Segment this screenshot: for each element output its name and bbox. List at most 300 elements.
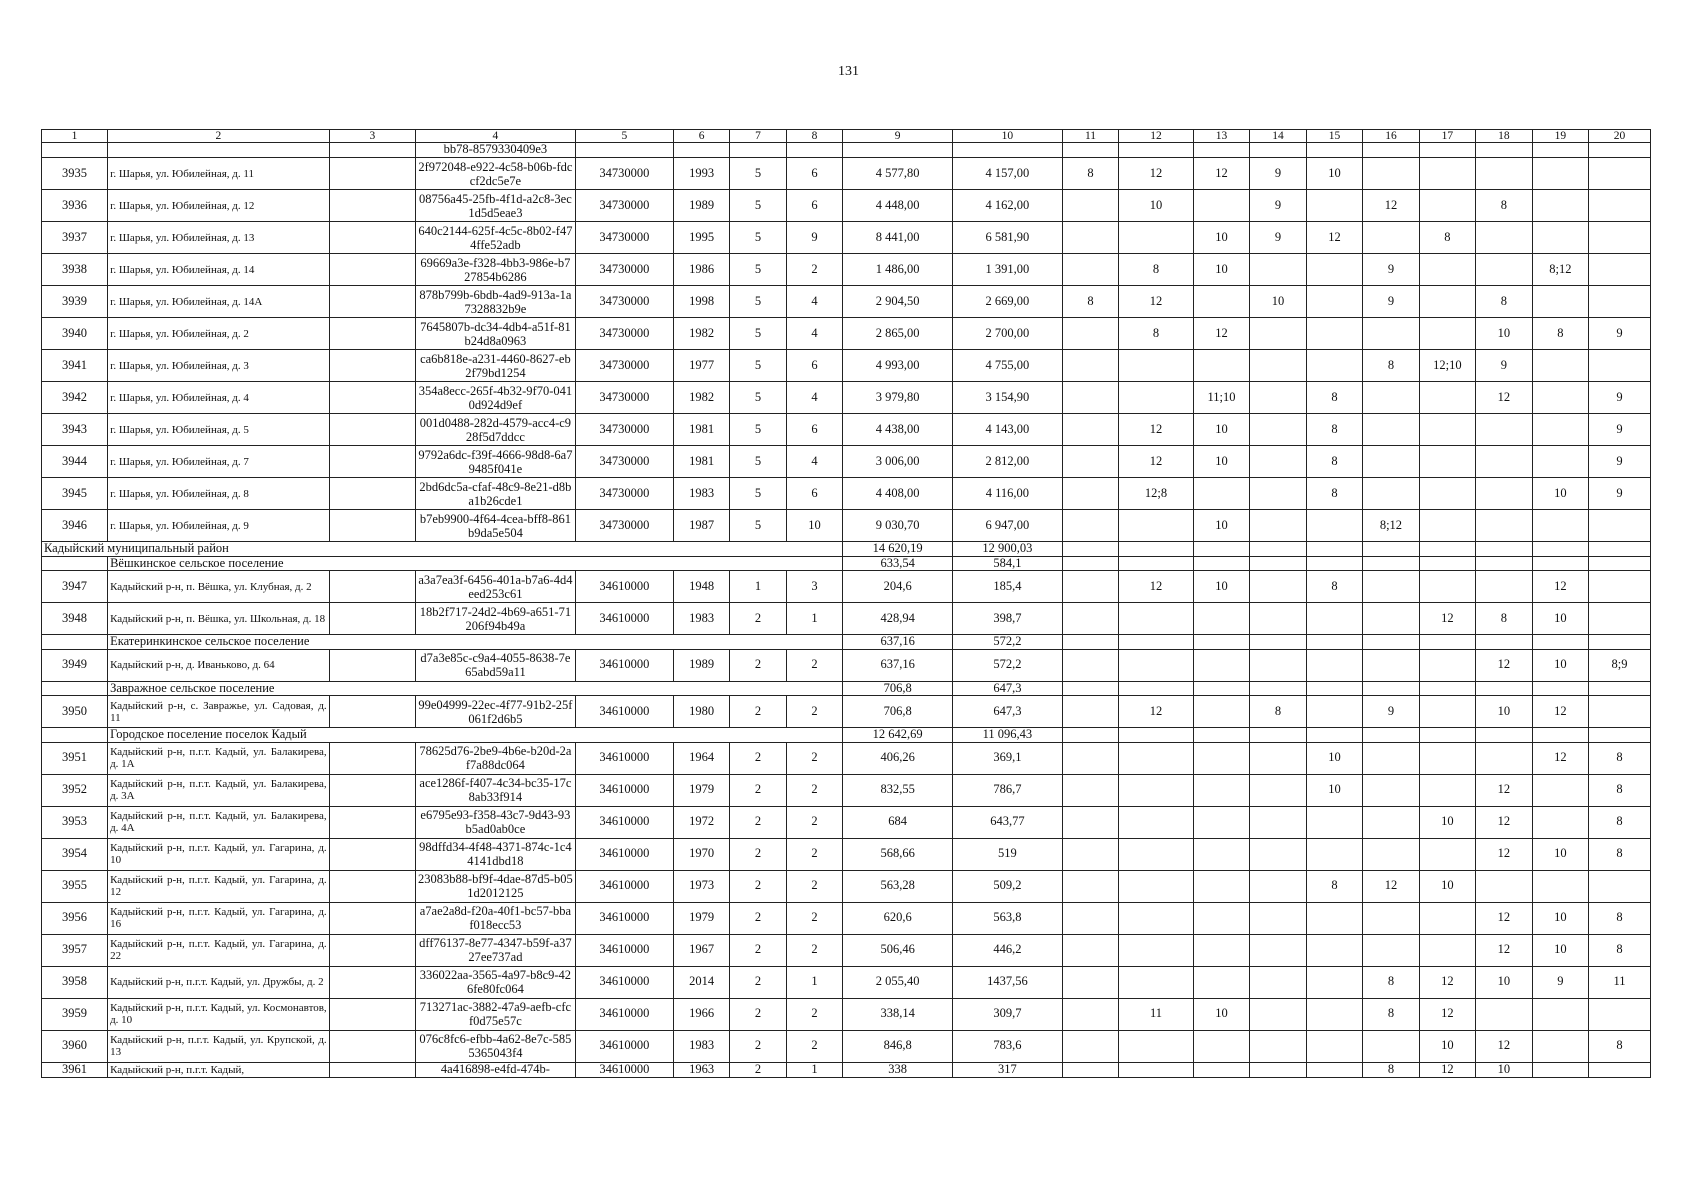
- floors-cell: 5: [730, 350, 786, 382]
- col-19-cell: [1532, 222, 1588, 254]
- column-3-cell: [329, 158, 415, 190]
- col-20-cell: [1589, 350, 1651, 382]
- col-20-cell: [1589, 158, 1651, 190]
- col-11-cell: [1062, 350, 1118, 382]
- col-16-cell: 9: [1363, 696, 1419, 728]
- col-12-cell: [1119, 1030, 1194, 1062]
- table-row: [42, 446, 1651, 478]
- table-row: [42, 350, 1651, 382]
- living-area-cell: 4 755,00: [953, 350, 1063, 382]
- address-cell: Кадыйский р-н, п. Вёшка, ул. Школьная, д. 18: [108, 603, 330, 635]
- col-18-cell: [1476, 446, 1532, 478]
- col-14-cell: [1250, 774, 1306, 806]
- oktmo-cell: 34610000: [575, 1062, 673, 1077]
- address-cell: г. Шарья, ул. Юбилейная, д. 4: [108, 382, 330, 414]
- oktmo-cell: 34730000: [575, 510, 673, 542]
- table-row: [42, 478, 1651, 510]
- col-18-cell: 12: [1476, 806, 1532, 838]
- col-16-cell: [1363, 649, 1419, 681]
- guid-cell: 4a416898-e4fd-474b-: [415, 1062, 575, 1077]
- guid-cell: 640c2144-625f-4c5c-8b02-f474ffe52adb: [415, 222, 575, 254]
- entrances-cell: 2: [786, 838, 842, 870]
- entrances-cell: 6: [786, 478, 842, 510]
- floors-cell: 5: [730, 318, 786, 350]
- table-row: [42, 870, 1651, 902]
- floors-cell: 2: [730, 966, 786, 998]
- col-18-cell: 10: [1476, 966, 1532, 998]
- floors-cell: 2: [730, 1030, 786, 1062]
- address-cell: г. Шарья, ул. Юбилейная, д. 14А: [108, 286, 330, 318]
- entrances-cell: 6: [786, 158, 842, 190]
- col-17-cell: [1419, 414, 1475, 446]
- table-row: [42, 1062, 1651, 1077]
- col-19-cell: [1532, 382, 1588, 414]
- col-13-cell: 10: [1193, 254, 1249, 286]
- guid-cell: 99e04999-22ec-4f77-91b2-25f061f2d6b5: [415, 696, 575, 728]
- floors-cell: 5: [730, 190, 786, 222]
- column-3-cell: [329, 806, 415, 838]
- col-13-cell: 10: [1193, 446, 1249, 478]
- living-area-cell: 1437,56: [953, 966, 1063, 998]
- group-living-area: 647,3: [953, 681, 1063, 696]
- col-11-cell: [1062, 414, 1118, 446]
- col-11-cell: [1062, 603, 1118, 635]
- row-number: 3954: [42, 838, 108, 870]
- guid-cell: b7eb9900-4f64-4cea-bff8-861b9da5e504: [415, 510, 575, 542]
- table-row: [42, 806, 1651, 838]
- entrances-cell: 10: [786, 510, 842, 542]
- oktmo-cell: 34610000: [575, 998, 673, 1030]
- floors-cell: 2: [730, 806, 786, 838]
- living-area-cell: 2 669,00: [953, 286, 1063, 318]
- entrances-cell: 9: [786, 222, 842, 254]
- oktmo-cell: 34610000: [575, 603, 673, 635]
- column-3-cell: [329, 1030, 415, 1062]
- col-12-cell: [1119, 838, 1194, 870]
- col-12-cell: 12: [1119, 446, 1194, 478]
- group-living-area: 584,1: [953, 556, 1063, 571]
- col-11-cell: [1062, 838, 1118, 870]
- col-18-cell: 12: [1476, 649, 1532, 681]
- settlement-total-row: [42, 728, 1651, 743]
- col-16-cell: [1363, 934, 1419, 966]
- living-area-cell: 643,77: [953, 806, 1063, 838]
- floors-cell: 5: [730, 158, 786, 190]
- col-14-cell: [1250, 382, 1306, 414]
- guid-cell: 076c8fc6-efbb-4a62-8e7c-5855365043f4: [415, 1030, 575, 1062]
- table-row: [42, 286, 1651, 318]
- col-12-cell: [1119, 1062, 1194, 1077]
- col-12-cell: [1119, 222, 1194, 254]
- row-number: 3942: [42, 382, 108, 414]
- year-cell: 1981: [673, 414, 729, 446]
- col-18-cell: 8: [1476, 190, 1532, 222]
- col-14-cell: [1250, 838, 1306, 870]
- living-area-cell: 317: [953, 1062, 1063, 1077]
- group-total-area: 12 642,69: [843, 728, 953, 743]
- column-3-cell: [329, 1062, 415, 1077]
- col-19-cell: [1532, 998, 1588, 1030]
- col-16-cell: 8: [1363, 350, 1419, 382]
- col-14-cell: [1250, 603, 1306, 635]
- col-20-cell: 8: [1589, 1030, 1651, 1062]
- col-20-cell: 8: [1589, 742, 1651, 774]
- col-20-cell: [1589, 603, 1651, 635]
- col-19-cell: [1532, 1030, 1588, 1062]
- col-18-cell: [1476, 414, 1532, 446]
- col-19-cell: [1532, 510, 1588, 542]
- oktmo-cell: 34610000: [575, 934, 673, 966]
- oktmo-cell: 34730000: [575, 286, 673, 318]
- year-cell: 1980: [673, 696, 729, 728]
- guid-cell: 878b799b-6bdb-4ad9-913a-1a7328832b9e: [415, 286, 575, 318]
- column-3-cell: [329, 838, 415, 870]
- address-cell: г. Шарья, ул. Юбилейная, д. 8: [108, 478, 330, 510]
- total-area-cell: 4 408,00: [843, 478, 953, 510]
- col-16-cell: 8: [1363, 1062, 1419, 1077]
- col-11-cell: [1062, 1062, 1118, 1077]
- column-3-cell: [329, 510, 415, 542]
- floors-cell: 2: [730, 870, 786, 902]
- guid-cell: 9792a6dc-f39f-4666-98d8-6a79485f041e: [415, 446, 575, 478]
- address-cell: Кадыйский р-н, п. Вёшка, ул. Клубная, д. 2: [108, 571, 330, 603]
- column-number-header: 9: [843, 130, 953, 143]
- col-20-cell: [1589, 696, 1651, 728]
- living-area-cell: 398,7: [953, 603, 1063, 635]
- guid-cell: d7a3e85c-c9a4-4055-8638-7e65abd59a11: [415, 649, 575, 681]
- table-row: [42, 934, 1651, 966]
- year-cell: 2014: [673, 966, 729, 998]
- address-cell: Кадыйский р-н, п.г.т. Кадый, ул. Балакирева, д. 3А: [108, 774, 330, 806]
- living-area-cell: 572,2: [953, 649, 1063, 681]
- floors-cell: 2: [730, 742, 786, 774]
- col-14-cell: 9: [1250, 158, 1306, 190]
- group-total-area: 14 620,19: [843, 542, 953, 557]
- entrances-cell: 2: [786, 902, 842, 934]
- col-11-cell: [1062, 934, 1118, 966]
- col-17-cell: [1419, 254, 1475, 286]
- col-19-cell: [1532, 158, 1588, 190]
- col-14-cell: [1250, 742, 1306, 774]
- table-row: [42, 318, 1651, 350]
- year-cell: 1986: [673, 254, 729, 286]
- col-13-cell: [1193, 838, 1249, 870]
- row-number: 3943: [42, 414, 108, 446]
- living-area-cell: 185,4: [953, 571, 1063, 603]
- group-name: Кадыйский муниципальный район: [42, 542, 843, 557]
- address-cell: г. Шарья, ул. Юбилейная, д. 3: [108, 350, 330, 382]
- column-number-header: 12: [1119, 130, 1194, 143]
- col-18-cell: 9: [1476, 350, 1532, 382]
- col-11-cell: [1062, 382, 1118, 414]
- address-cell: Кадыйский р-н, д. Иваньково, д. 64: [108, 649, 330, 681]
- row-number: 3961: [42, 1062, 108, 1077]
- total-area-cell: 2 865,00: [843, 318, 953, 350]
- year-cell: 1966: [673, 998, 729, 1030]
- col-11-cell: 8: [1062, 158, 1118, 190]
- col-14-cell: [1250, 870, 1306, 902]
- oktmo-cell: 34730000: [575, 478, 673, 510]
- oktmo-cell: 34730000: [575, 350, 673, 382]
- col-14-cell: [1250, 571, 1306, 603]
- col-13-cell: [1193, 350, 1249, 382]
- column-number-header: 1: [42, 130, 108, 143]
- col-12-cell: [1119, 774, 1194, 806]
- col-13-cell: 10: [1193, 998, 1249, 1030]
- year-cell: 1987: [673, 510, 729, 542]
- row-number: 3936: [42, 190, 108, 222]
- total-area-cell: 428,94: [843, 603, 953, 635]
- col-15-cell: 10: [1306, 774, 1362, 806]
- column-number-header: 7: [730, 130, 786, 143]
- col-12-cell: 12: [1119, 414, 1194, 446]
- col-19-cell: [1532, 446, 1588, 478]
- floors-cell: 5: [730, 446, 786, 478]
- col-12-cell: [1119, 870, 1194, 902]
- floors-cell: 5: [730, 382, 786, 414]
- col-12-cell: [1119, 603, 1194, 635]
- col-14-cell: [1250, 934, 1306, 966]
- col-16-cell: [1363, 318, 1419, 350]
- col-12-cell: [1119, 649, 1194, 681]
- col-12-cell: 12: [1119, 571, 1194, 603]
- col-19-cell: [1532, 350, 1588, 382]
- total-area-cell: 338,14: [843, 998, 953, 1030]
- row-number: 3959: [42, 998, 108, 1030]
- column-3-cell: [329, 966, 415, 998]
- entrances-cell: 6: [786, 190, 842, 222]
- column-number-header: 6: [673, 130, 729, 143]
- col-12-cell: 8: [1119, 254, 1194, 286]
- floors-cell: 5: [730, 286, 786, 318]
- col-18-cell: [1476, 158, 1532, 190]
- col-19-cell: 8: [1532, 318, 1588, 350]
- col-20-cell: 9: [1589, 478, 1651, 510]
- col-12-cell: [1119, 966, 1194, 998]
- guid-cell: 2f972048-e922-4c58-b06b-fdccf2dc5e7e: [415, 158, 575, 190]
- total-area-cell: 4 448,00: [843, 190, 953, 222]
- oktmo-cell: 34610000: [575, 838, 673, 870]
- floors-cell: 5: [730, 254, 786, 286]
- col-18-cell: 8: [1476, 286, 1532, 318]
- guid-cell: 336022aa-3565-4a97-b8c9-426fe80fc064: [415, 966, 575, 998]
- address-cell: г. Шарья, ул. Юбилейная, д. 12: [108, 190, 330, 222]
- table-row: [42, 254, 1651, 286]
- address-cell: г. Шарья, ул. Юбилейная, д. 5: [108, 414, 330, 446]
- row-number: 3960: [42, 1030, 108, 1062]
- col-11-cell: [1062, 478, 1118, 510]
- table-row: [42, 190, 1651, 222]
- living-area-cell: 446,2: [953, 934, 1063, 966]
- col-12-cell: 8: [1119, 318, 1194, 350]
- col-20-cell: [1589, 254, 1651, 286]
- col-17-cell: [1419, 838, 1475, 870]
- col-11-cell: [1062, 222, 1118, 254]
- col-13-cell: 10: [1193, 510, 1249, 542]
- col-15-cell: [1306, 998, 1362, 1030]
- col-15-cell: 8: [1306, 571, 1362, 603]
- group-name: Городское поселение поселок Кадый: [108, 728, 843, 743]
- col-15-cell: 12: [1306, 222, 1362, 254]
- col-15-cell: 8: [1306, 414, 1362, 446]
- col-11-cell: [1062, 190, 1118, 222]
- floors-cell: 2: [730, 696, 786, 728]
- col-17-cell: 12: [1419, 603, 1475, 635]
- oktmo-cell: 34610000: [575, 649, 673, 681]
- col-15-cell: [1306, 838, 1362, 870]
- col-15-cell: [1306, 350, 1362, 382]
- total-area-cell: 506,46: [843, 934, 953, 966]
- total-area-cell: 406,26: [843, 742, 953, 774]
- oktmo-cell: 34730000: [575, 222, 673, 254]
- entrances-cell: 6: [786, 350, 842, 382]
- col-13-cell: 10: [1193, 222, 1249, 254]
- living-area-cell: 4 162,00: [953, 190, 1063, 222]
- col-12-cell: 10: [1119, 190, 1194, 222]
- col-15-cell: [1306, 1030, 1362, 1062]
- guid-cell: 7645807b-dc34-4db4-a51f-81b24d8a0963: [415, 318, 575, 350]
- column-number-header: 18: [1476, 130, 1532, 143]
- oktmo-cell: 34730000: [575, 446, 673, 478]
- col-15-cell: 8: [1306, 446, 1362, 478]
- col-17-cell: [1419, 696, 1475, 728]
- col-13-cell: 12: [1193, 158, 1249, 190]
- address-cell: Кадыйский р-н, п.г.т. Кадый, ул. Гагарина, д. 10: [108, 838, 330, 870]
- col-18-cell: 12: [1476, 902, 1532, 934]
- column-number-header: 16: [1363, 130, 1419, 143]
- total-area-cell: 637,16: [843, 649, 953, 681]
- floors-cell: 2: [730, 774, 786, 806]
- col-18-cell: 12: [1476, 838, 1532, 870]
- total-area-cell: 684: [843, 806, 953, 838]
- row-number: 3950: [42, 696, 108, 728]
- col-15-cell: [1306, 510, 1362, 542]
- col-19-cell: [1532, 806, 1588, 838]
- col-13-cell: [1193, 870, 1249, 902]
- column-3-cell: [329, 414, 415, 446]
- col-17-cell: [1419, 510, 1475, 542]
- col-19-cell: [1532, 870, 1588, 902]
- address-cell: Кадыйский р-н, п.г.т. Кадый, ул. Крупской, д. 13: [108, 1030, 330, 1062]
- col-13-cell: [1193, 286, 1249, 318]
- col-16-cell: 12: [1363, 870, 1419, 902]
- col-20-cell: 8: [1589, 902, 1651, 934]
- col-17-cell: [1419, 190, 1475, 222]
- living-area-cell: 6 947,00: [953, 510, 1063, 542]
- col-17-cell: [1419, 478, 1475, 510]
- oktmo-cell: 34610000: [575, 870, 673, 902]
- entrances-cell: 4: [786, 286, 842, 318]
- col-13-cell: [1193, 478, 1249, 510]
- col-19-cell: [1532, 774, 1588, 806]
- row-number: 3944: [42, 446, 108, 478]
- col-16-cell: [1363, 158, 1419, 190]
- column-3-cell: [329, 286, 415, 318]
- column-number-header: 3: [329, 130, 415, 143]
- col-11-cell: [1062, 870, 1118, 902]
- group-name: Завражное сельское поселение: [108, 681, 843, 696]
- living-area-cell: 2 700,00: [953, 318, 1063, 350]
- entrances-cell: 2: [786, 998, 842, 1030]
- floors-cell: 5: [730, 510, 786, 542]
- year-cell: 1973: [673, 870, 729, 902]
- col-18-cell: 10: [1476, 1062, 1532, 1077]
- row-number: 3949: [42, 649, 108, 681]
- col-11-cell: [1062, 742, 1118, 774]
- col-16-cell: 9: [1363, 286, 1419, 318]
- col-14-cell: [1250, 998, 1306, 1030]
- col-19-cell: 10: [1532, 902, 1588, 934]
- living-area-cell: 4 157,00: [953, 158, 1063, 190]
- row-number: 3945: [42, 478, 108, 510]
- guid-cell: ace1286f-f407-4c34-bc35-17c8ab33f914: [415, 774, 575, 806]
- address-cell: Кадыйский р-н, п.г.т. Кадый, ул. Балакирева, д. 1А: [108, 742, 330, 774]
- col-19-cell: 12: [1532, 696, 1588, 728]
- col-16-cell: [1363, 902, 1419, 934]
- col-12-cell: [1119, 350, 1194, 382]
- col-20-cell: [1589, 190, 1651, 222]
- col-19-cell: 12: [1532, 571, 1588, 603]
- column-3-cell: [329, 222, 415, 254]
- table-row: [42, 742, 1651, 774]
- col-13-cell: [1193, 1062, 1249, 1077]
- address-cell: г. Шарья, ул. Юбилейная, д. 7: [108, 446, 330, 478]
- floors-cell: 2: [730, 1062, 786, 1077]
- col-13-cell: [1193, 774, 1249, 806]
- oktmo-cell: 34730000: [575, 414, 673, 446]
- total-area-cell: 620,6: [843, 902, 953, 934]
- col-19-cell: 10: [1532, 478, 1588, 510]
- col-17-cell: 10: [1419, 870, 1475, 902]
- address-cell: Кадыйский р-н, п.г.т. Кадый, ул. Космонавтов, д. 10: [108, 998, 330, 1030]
- living-area-cell: 519: [953, 838, 1063, 870]
- row-number: 3948: [42, 603, 108, 635]
- col-19-cell: [1532, 414, 1588, 446]
- col-13-cell: [1193, 902, 1249, 934]
- col-16-cell: [1363, 222, 1419, 254]
- total-area-cell: 4 993,00: [843, 350, 953, 382]
- col-17-cell: [1419, 446, 1475, 478]
- col-17-cell: 12;10: [1419, 350, 1475, 382]
- column-3-cell: [329, 870, 415, 902]
- col-11-cell: [1062, 254, 1118, 286]
- col-18-cell: [1476, 254, 1532, 286]
- col-15-cell: [1306, 934, 1362, 966]
- col-11-cell: [1062, 571, 1118, 603]
- year-cell: 1979: [673, 774, 729, 806]
- living-area-cell: 6 581,90: [953, 222, 1063, 254]
- guid-cell: 001d0488-282d-4579-acc4-c928f5d7ddcc: [415, 414, 575, 446]
- col-17-cell: [1419, 649, 1475, 681]
- entrances-cell: 2: [786, 649, 842, 681]
- col-16-cell: 12: [1363, 190, 1419, 222]
- col-18-cell: [1476, 510, 1532, 542]
- column-3-cell: [329, 382, 415, 414]
- entrances-cell: 2: [786, 806, 842, 838]
- total-area-cell: 3 979,80: [843, 382, 953, 414]
- col-16-cell: 8: [1363, 966, 1419, 998]
- column-3-cell: [329, 254, 415, 286]
- col-14-cell: [1250, 446, 1306, 478]
- column-3-cell: [329, 478, 415, 510]
- col-14-cell: 9: [1250, 222, 1306, 254]
- row-number: 3935: [42, 158, 108, 190]
- group-name: Екатеринкинское сельское поселение: [108, 635, 843, 650]
- col-11-cell: [1062, 510, 1118, 542]
- total-area-cell: 3 006,00: [843, 446, 953, 478]
- column-number-header: 4: [415, 130, 575, 143]
- column-number-header: 14: [1250, 130, 1306, 143]
